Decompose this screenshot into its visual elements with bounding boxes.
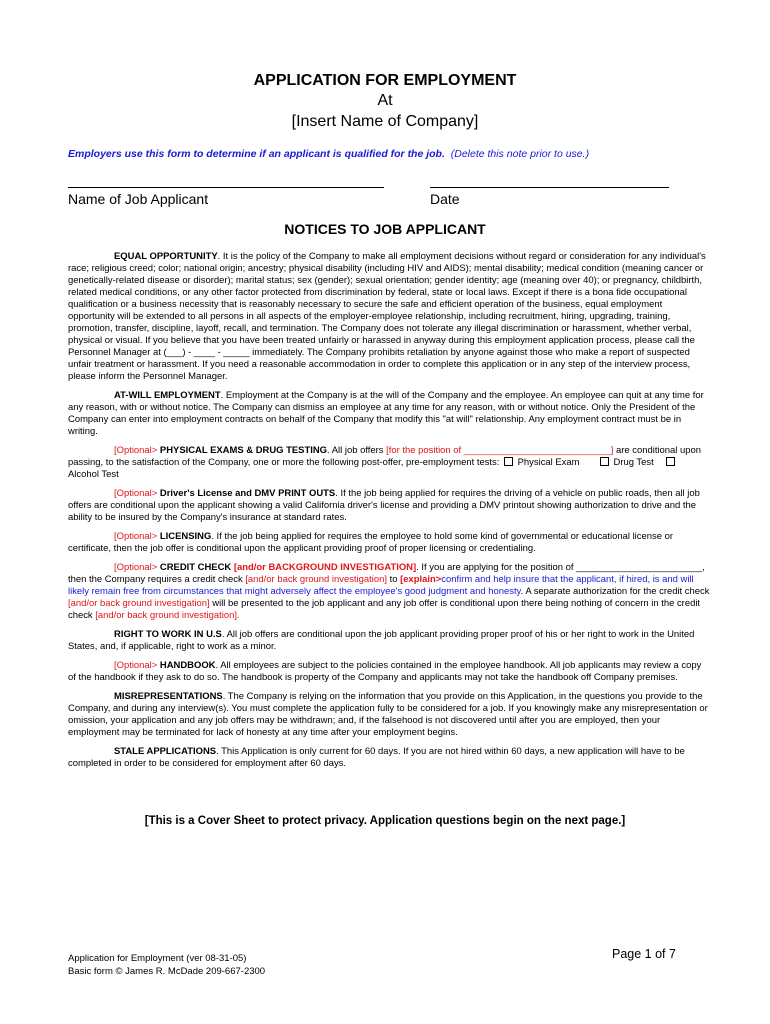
position-placeholder: [for the position of ____________________________] xyxy=(386,445,614,456)
licensing-heading: LICENSING xyxy=(159,531,212,542)
licensing-paragraph xyxy=(68,531,710,555)
notices-heading: NOTICES TO JOB APPLICANT xyxy=(284,221,486,237)
alcohol-test-option: Alcohol Test xyxy=(68,469,119,480)
right-to-work-paragraph xyxy=(68,629,710,653)
credit-red3: [and/or back ground investigation]. xyxy=(95,610,240,621)
footer-copyright: Basic form © James R. McDade 209-667-2300 xyxy=(68,966,266,977)
drug-test-option: Drug Test xyxy=(613,457,654,468)
explain-tag: [explain> xyxy=(400,574,442,585)
right-to-work-heading: RIGHT TO WORK IN U.S xyxy=(114,629,222,640)
optional-tag: [Optional> xyxy=(114,488,158,499)
optional-tag: [Optional> xyxy=(114,445,158,456)
misrepresentations-paragraph xyxy=(68,691,710,739)
handbook-heading: HANDBOOK xyxy=(159,660,216,671)
stale-applications-text: . This Application is only current for 60 days. If you are not hired within 60 days, a new application will have to be completed in order to be considered for employment after 60 days. xyxy=(68,746,685,769)
optional-tag: [Optional> xyxy=(114,562,158,573)
credit-check-paragraph xyxy=(68,562,710,622)
handbook-text: . All employees are subject to the policies contained in the employee handbook. All job applicants may review a copy of the handbook if they ask to do so. The handbook is property of the Company and applicants may not take the handbook off Company premises. xyxy=(68,660,702,683)
right-to-work-text: . All job offers are conditional upon the job applicant providing proper proof of his or her right to work in the United States, and, if applicable, right to work as a minor. xyxy=(68,629,695,652)
date-label: Date xyxy=(430,191,460,207)
handbook-paragraph xyxy=(68,660,710,684)
at-will-paragraph xyxy=(68,390,710,438)
notices-body xyxy=(68,251,710,777)
dmv-paragraph xyxy=(68,488,710,524)
stale-applications-heading: STALE APPLICATIONS xyxy=(114,746,217,757)
stale-applications-paragraph xyxy=(68,746,710,770)
instruction-aside: (Delete this note prior to use.) xyxy=(450,148,590,160)
alcohol-test-checkbox[interactable] xyxy=(666,457,675,466)
footer xyxy=(68,952,265,978)
credit-text2: to xyxy=(386,574,401,585)
equal-opportunity-heading: EQUAL OPPORTUNITY xyxy=(114,251,218,262)
credit-text4: will be presented to the job applicant and any job offer is conditional upon there being nothing of concern in the credit check xyxy=(68,598,701,621)
misrepresentations-text: . The Company is relying on the information that you provide on this Application, in the questions you provide to the Company, and during any interview(s). You must complete the application fully to be considered for a job. If you knowingly make any misrepresentation or omission, your application and any job offers may be withdrawn; and, if the falsehood is not discovered until after you are employed, then your employment may be terminated for lack of honesty at any time after your employment begins. xyxy=(68,691,708,738)
credit-check-heading: CREDIT CHECK xyxy=(159,562,232,573)
at-will-text: . Employment at the Company is at the will of the Company and the employee. An employee can quit at any time for any reason, with or without notice. The Company can dismiss an employee at any time for any reason, with or without notice. Only the President of the Company can enter into employment contracts on behalf of the Company that modify this "at will" relationship. Any employment contract must be in writing. xyxy=(68,390,704,437)
credit-red1: [and/or back ground investigation] xyxy=(245,574,387,585)
footer-version: Application for Employment (ver 08-31-05) xyxy=(68,953,247,964)
background-investigation-tag: [and/or BACKGROUND INVESTIGATION] xyxy=(233,562,417,573)
physical-exam-text1: . All job offers xyxy=(327,445,387,456)
company-name-placeholder: [Insert Name of Company] xyxy=(291,113,479,130)
physical-exam-option: Physical Exam xyxy=(517,457,580,468)
physical-exam-heading: PHYSICAL EXAMS & DRUG TESTING xyxy=(159,445,328,456)
credit-red2: [and/or back ground investigation] xyxy=(68,598,210,609)
drug-test-checkbox[interactable] xyxy=(600,457,609,466)
form-title-at: At xyxy=(377,92,393,109)
page-number: Page 1 of 7 xyxy=(612,947,676,961)
applicant-name-line[interactable] xyxy=(68,187,384,188)
dmv-text: . If the job being applied for requires the driving of a vehicle on public roads, then all job offers are conditional upon the applicant showing a valid California driver's license and providing a DMV printout showing authorization to drive and the ability to be insured by the Company's insurance at standard rates. xyxy=(68,488,700,523)
misrepresentations-heading: MISREPRESENTATIONS xyxy=(114,691,223,702)
credit-blue-text: confirm and help insure that the applicant, if hired, is and will likely remain free from circumstances that might adversely affect the employee's good judgment and honesty xyxy=(68,574,694,597)
credit-text3: . A separate authorization for the credit check xyxy=(520,586,710,597)
equal-opportunity-paragraph xyxy=(68,251,710,383)
at-will-heading: AT-WILL EMPLOYMENT xyxy=(114,390,221,401)
physical-exam-text2: are conditional upon passing, to the satisfaction of the Company, one or more the following post-offer, pre-employment tests: xyxy=(68,445,701,468)
date-line[interactable] xyxy=(430,187,669,188)
applicant-name-label: Name of Job Applicant xyxy=(68,191,209,207)
instruction-main: Employers use this form to determine if an applicant is qualified for the job. xyxy=(68,148,445,160)
physical-exam-paragraph xyxy=(68,445,710,481)
optional-tag: [Optional> xyxy=(114,660,158,671)
credit-text1: . If you are applying for the position of ________________________, then the Company requires a credit check xyxy=(68,562,705,585)
cover-sheet-note: [This is a Cover Sheet to protect privacy. Application questions begin on the next page.] xyxy=(144,815,626,827)
licensing-text: . If the job being applied for requires the employee to hold some kind of governmental or educational license or certificate, then the job offer is conditional upon the applicant providing proof of proper licensing or credentialing. xyxy=(68,531,673,554)
dmv-heading: Driver's License and DMV PRINT OUTS xyxy=(159,488,336,499)
optional-tag: [Optional> xyxy=(114,531,158,542)
physical-exam-checkbox[interactable] xyxy=(504,457,513,466)
equal-opportunity-text: . It is the policy of the Company to make all employment decisions without regard or consideration for any individual's race; religious creed; color; national origin; ancestry; physical disability (including HIV and AIDS); mental disability; medical condition (meaning cancer or genetically-related disease or disorder); marital status; sex (gender); sexual orientation; gender identity; age (meaning over 40); or pregnancy, childbirth, related medical conditions, or any other factor protected from discrimination by federal, state or local laws. Except if there is a bona fide occupational qualification or a business necessity that is reasonably necessary to secure the safe and efficient operation of the business, equal employment opportunity will be extended to all persons in all aspects of the employer-employee relationship, including recruitment, hiring, upgrading, training, promotion, transfer, discipline, layoff, recall, and termination. The Company does not tolerate any illegal discrimination or harassment, whether verbal, physical or visual. If you believe that you have been treated unfairly or harassed in anyway during this employment application process, please call the Personnel Manager at (___) - ____ - _____ immediately. The Company prohibits retaliation by anyone against those who make a report of suspected unfair treatment or harassment. If you need a reasonable accommodation in order to complete this application or in any step of the interview process, please inform the Personnel Manager. xyxy=(68,251,706,382)
form-title: APPLICATION FOR EMPLOYMENT xyxy=(253,72,517,89)
employer-instruction-note xyxy=(68,148,589,160)
